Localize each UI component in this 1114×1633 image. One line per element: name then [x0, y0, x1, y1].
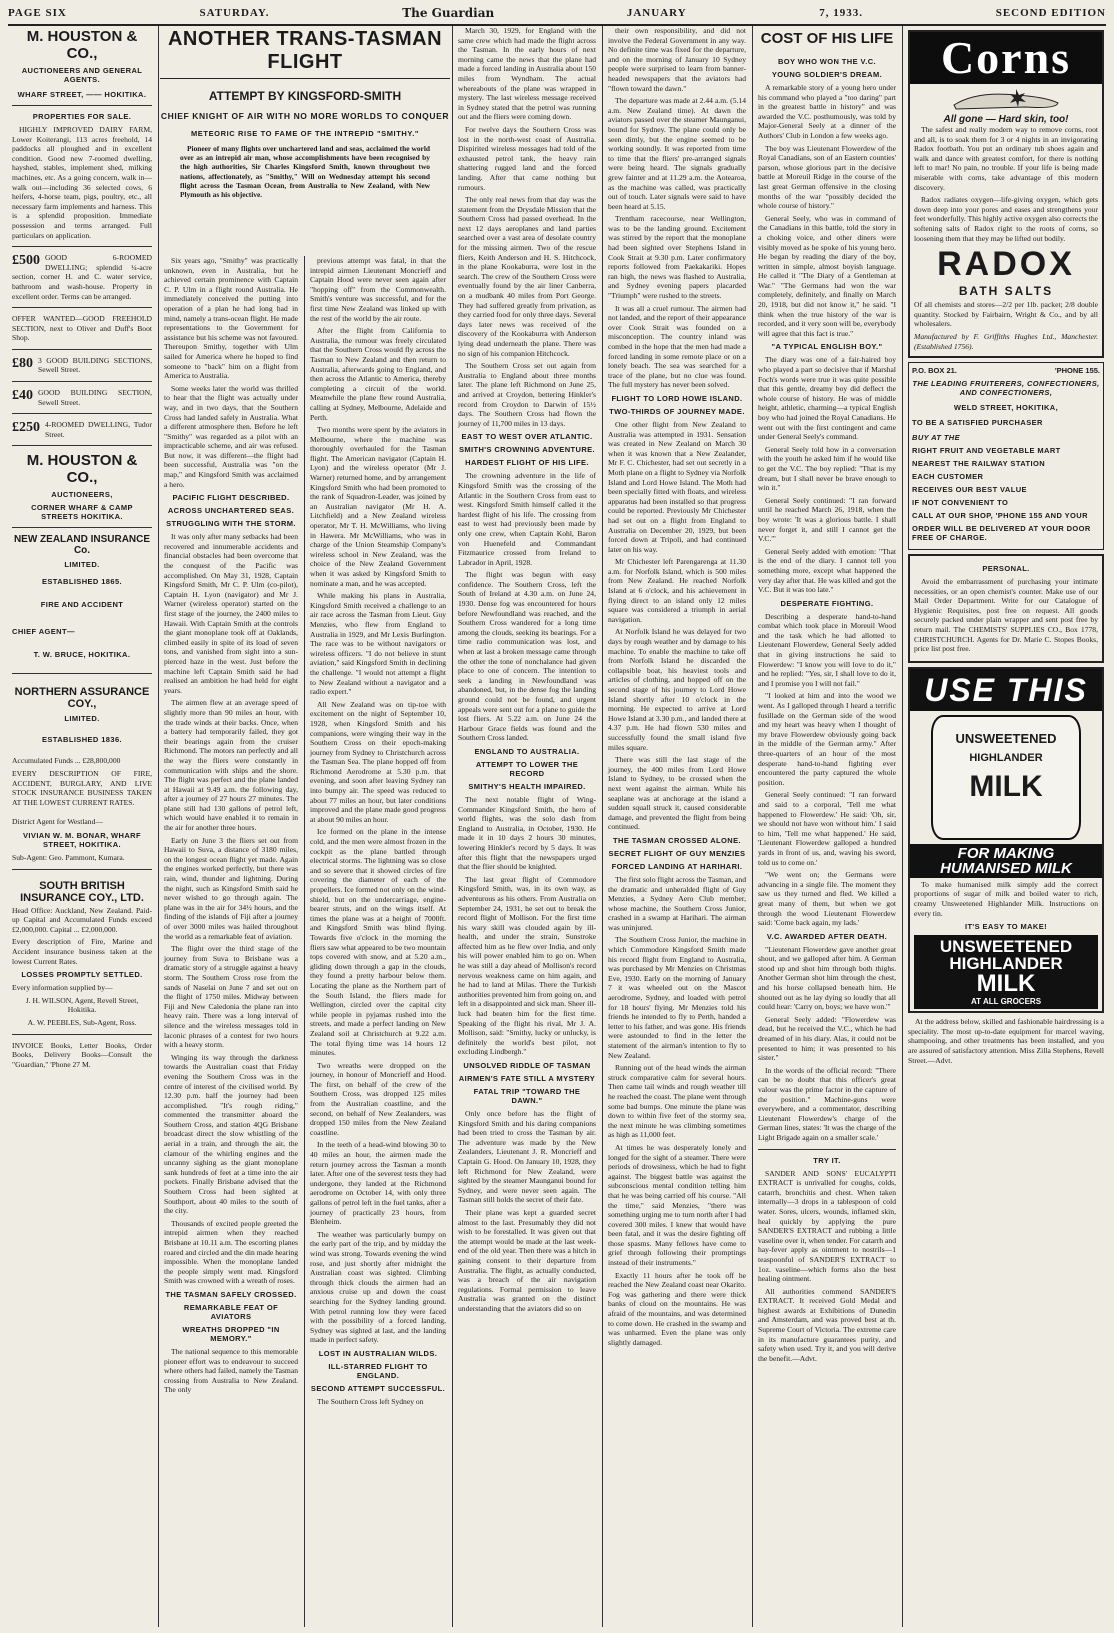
- column-ads-right: [904, 26, 1106, 1627]
- chief-agent-label: CHIEF AGENT—: [12, 627, 75, 637]
- story-para-27: The last great flight of Commodore Kingsford Smith, was, in its own way, as adventurous as his others. From Australia on September 24, 1931, he set out to break the record flight of Mollison. For the first time his wary skill was clouded again by ill-health, and under the strain, Sunstroke affected him as he flew over India, and only his will power enabled him to go on. When he was still a day ahead of Mollison's record nervous weakness came on him again, and he had to land at Milas. There the Turkish authorities prevented him from going on, and left in a disappointed and sick man. Sheer ill-luck had beaten him for the first time. Speaking of the flight his rival, Mr J. A. Mollison, said: "Smithy, lucky or unlucky, is definitely the world's best pilot, not excluding Lindbergh.": [458, 874, 596, 1057]
- northern-established: ESTABLISHED 1836.: [41, 735, 123, 745]
- column-main-3: [454, 26, 600, 1627]
- sanders-para-1: SANDER AND SONS' EUCALYPTI EXTRACT is unrivalled for coughs, colds, catarrh, bronchitis and chest. When taken internally—3 drops in a tablespoon of cold water. Sores, ulcers, wounds, inflamed skin, heal quickly by applying the pure SANDER'S EXTRACT and rubbing a little vaseline over it, when tender. For catarrh and hay-fever apply as ointment to nostrils—1 teaspoonful of SANDER'S EXTRACT to 1oz. vaseline—which forms also the best healing ointment.: [758, 1168, 896, 1284]
- right-fruit: RIGHT FRUIT AND VEGETABLE MART: [912, 446, 1061, 456]
- vc-para-14: In the words of the official record: "There can be no doubt that this officer's great valour was the prime factor in the capture of the position." Machine-guns were everywhere, and a commentator, describing Lieutenant Flowerdew's charge of the German lines, states: 'It was the charge of the Light Brigade again on a smaller scale.': [758, 1065, 896, 1142]
- second-attempt-heading: SECOND ATTEMPT SUCCESSFUL.: [310, 1383, 446, 1393]
- wreaths-heading: WREATHS DROPPED "IN MEMORY.": [182, 1324, 280, 1343]
- phone-number: 'PHONE 155.: [1054, 366, 1100, 376]
- story-para-16: Two wreaths were dropped on the journey, in honour of Moncrieff and Hood. The first, on behalf of the crew of the Southern Cross, was dropped 125 miles from the Australian coastline, and the second, on behalf of New Zealanders, was dropped 150 miles from the New Zealand coastline.: [310, 1060, 446, 1137]
- story-para-15: Ice formed on the plane in the intense cold, and the men were almost frozen in the cockpit as the plane battled through electrical storms. The lightning was so close and so severe that it showed circles of fire covering the diameter of each of the propellers. Ice formed not only on the wind-shield, but on the undercarriage, engine-bearer struts, and on the wings itself. At times the plane was at a height of 7000ft. and Kingsford Smith was blind flying. Towards five o'clock in the morning the fliers saw what appeared to be two mountain tops covered with snow, and at 5.20 a.m., gliding down through a gap in the clouds, they found a pretty harbour below them. Locating the plane as the Northern part of the South Island, the fliers made for Wellington, circled over the capital city while people in pyjamas rushed into the streets, and made a perfect landing on New Zealand soil at Christchurch at 9.22 a.m. The total flying time was 14 hours 12 minutes.: [310, 827, 447, 1058]
- bonar-name: VIVIAN W. M. BONAR, WHARF STREET, HOKITIKA.: [23, 831, 141, 849]
- bruce-name: T. W. BRUCE, HOKITIKA.: [33, 650, 131, 660]
- firm-name: M. HOUSTON & CO.,: [26, 28, 138, 62]
- story-para-34: One other flight from New Zealand to Australia was attempted in 1931. Sensation was created in New Zealand on March 30 when it was known that a New Zealander, Mr F. C. Chichester, had set out secretly in a Moth plane on a flight to Sydney via Norfolk Island and Lord Howe Island. The Moth had been specially fitted with floats, and wireless apparatus had been installed so that progress could be reported. Previously Mr Chichester had set out on a flight from England to Australia on December 20, 1929, but been forced down at Tripoli, and had continued later on his way.: [608, 419, 746, 554]
- story-para-36: At Norfolk Island he was delayed for two days by rough weather and by damage to his machine. To enable the machine to take off from Norfolk Island he discarded the collapsible boat, his heaviest tools and articles of clothing, and hopped off on the second stage of his journey to Lord Howe Island shortly after 10 o'clock in the morning. He expected to arrive at Lord Howe Island at 3.30 p.m., and landed there at 4.37 p.m. He had flown 530 miles and successfully found the small island five miles square.: [608, 627, 746, 752]
- story-para-10: previous attempt was fatal, in that the intrepid airmen Lieutenant Moncrieff and Captain Hood were never seen again after "hopping off" from the Commonwealth. Smith's venture was successful, and for the first time New Zealand was linked up with the rest of the world by the air route.: [310, 256, 446, 323]
- peebles-agent: A. W. PEEBLES, Sub-Agent, Ross.: [27, 1017, 137, 1027]
- humanised-milk: HUMANISED MILK: [940, 859, 1072, 877]
- buy-at: BUY AT THE: [912, 433, 961, 443]
- south-british-heading: SOUTH BRITISH INSURANCE COY., LTD.: [20, 879, 144, 904]
- nzi-heading: NEW ZEALAND INSURANCE Co.: [13, 534, 151, 557]
- story-para-33: It was all a cruel rumour. The airmen had not landed, and the report of their appearance over Cook Strait was founded on a misconception. The country inland was combed in the hope that the men had made a forced landing in some remote place or on a lonely beach. The sea was searched for a trace of the plane, but no clue was found. The full mystery has never been solved.: [608, 303, 746, 390]
- personal-heading: PERSONAL.: [982, 564, 1030, 574]
- fruiterer-ad: [908, 362, 1104, 550]
- at-all-grocers: AT ALL GROCERS: [970, 997, 1042, 1007]
- story-para-31: The departure was made at 2.44 a.m. (5.14 a.m. New Zealand time). At dawn the aviators passed over the steamer Maunganui, bound for Sydney. The plane could only be seen dimly, but the engine seemed to be working soundly. It was reported from time to time that the fliers' pre-arranged signals were being heard. The signals gradually grew fainter and at 11.29 a.m. the Aotearoa, as the machine was called, was practically out of touch. Later signals were said to have been heard at 5.15.: [608, 96, 746, 211]
- lord-howe-heading: FLIGHT TO LORD HOWE ISLAND.: [611, 393, 743, 403]
- east-west-heading: EAST TO WEST OVER ATLANTIC.: [461, 432, 593, 442]
- if-not-convenient: IF NOT CONVENIENT TO: [912, 498, 1009, 508]
- story-para-1: Six years ago, "Smithy" was practically unknown, even in Australia, but he achieved certain prominence with Captain C. P. Ulm in a flight round Australia. He immediately conceived the putting into operation of a plan he had long had in mind, namely a trans-ocean flight. He made representations to the Government for assistance but his scheme was not favoured. Thereupon Smithy, together with Ulm sailed for America where he hoped to find someone to "back" him on a flight from America to Australia.: [164, 256, 298, 381]
- northern-limited: LIMITED.: [64, 714, 100, 724]
- radox-description: Radox radiates oxygen—life-giving oxygen, which gets down deep into your pores and eases and strengthens your feet wonderfully. This highly active oxygen also corrects the softening salts of Radox right to the roots of corns, so loosening them that they may be lifted out bodily.: [914, 195, 1098, 243]
- corns-tagline: All gone — Hard skin, too!: [943, 114, 1069, 125]
- header-date: 7, 1933.: [819, 7, 864, 19]
- secret-flight-heading: SECRET FLIGHT OF GUY MENZIES: [608, 848, 746, 858]
- corns-body: The safest and really modern way to remove corns, root and all, is to soak them for 3 or 4 nights in an invigorating Radox footbath. You put an ordinary tub shoes again and walk and dance with greatest comfort, for there is nothing left to mar! No pain, no trouble. If your life is being made miserable with corns, take advantage of this modern discovery.: [914, 125, 1098, 192]
- story-para-29: Their plane was kept a guarded secret almost to the last. Presumably they did not wish to be forestalled. It was given out that the attempt would be made at the last week-end of the old year. Then there was a hitch in gaining consent to their departure from Australia. The flight, as actually conducted, was a breach of the air navigation regulations. Formal permission to leave Australia was granted on the distinct understanding that the aviators did so on: [458, 1207, 596, 1313]
- story-para-12: Two months were spent by the aviators in Melbourne, where the machine was thoroughly overhauled for the Tasman flight. The American navigator (Captain H. Lyon) and the wireless operator (Mr J. Warner) returned home, and by arrangement Kingsford Smith who had been promoted to the rank of Squadron-Leader, was joined by an Australian navigator (Mr H. A. Litchfield) and a New Zealand wireless operator, Mr T. H. McWilliams, who living in Hawera. Mr McWilliams, who was in charge of the Union Steamship Company's wireless school in New Zealand, was the choice of the New Zealand Government when it was asked by Kingsford Smith to nominate a man, and he was accepted.: [310, 425, 446, 588]
- invoice-books-ad: INVOICE Books, Letter Books, Order Books, Delivery Books—Consult the "Guardian," 'Phone 27 M.: [12, 1040, 152, 1069]
- story-para-21: For twelve days the Southern Cross was lost in the north-west coast of Australia. Dispirited wireless messages had told of the exhausted petrol tank, the heavy rain shattering rugged land and the forced landing. After that came nothing but rumours.: [458, 124, 596, 192]
- health-heading: SMITHY'S HEALTH IMPAIRED.: [468, 781, 586, 791]
- story-para-41: At times he was desperately lonely and longed for the sight of a steamer. There were periods of drowsiness, which he had to fight against. The biggest battle was against the subconscious mental condition telling him that he was being carried off his course. "All the time," said Menzies, "there was something urging me to turn north after I had covered 300 miles. I knew that would have been fatal, and it was the desire fighting off those spasms. Many fellows have come to grief through following their promptings instead of their instruments.": [608, 1142, 746, 1268]
- receives-value: RECEIVES OUR BEST VALUE: [912, 485, 1027, 495]
- story-para-19: The Southern Cross left Sydney on: [317, 1396, 424, 1406]
- for-making: FOR MAKING: [957, 844, 1055, 862]
- main-headline: ANOTHER TRANS-TASMAN FLIGHT: [160, 28, 450, 79]
- story-para-18: The weather was particularly bumpy on the early part of the trip, and by midday the wind was strong. Towards evening the wind rose, and just shortly after midnight the Australian coast was sighted. Climbing through thick clouds the airmen had an anxious cruise up and down the coast searching for the Sydney landing ground. With petrol running low they were faced with the possibility of a forced landing, Sydney was sighted at last, and the landing made in perfect safety.: [310, 1229, 446, 1345]
- corns-title: Corns: [910, 32, 1102, 84]
- story-para-3: It was only after many setbacks had been recovered and innumerable accidents and financial obstacles had been overcome that the conquest of the Pacific was accomplished. On May 31, 1928, Captain Kingsford Smith, Mr C. P. Ulm (co-pilot), Captain H. Lyon (navigator) and Mr J. Warner (wireless operator) started on the first stage of the journey, the 2400 miles to Hawaii. With Captain Smith at the controls the giant monoplane took off at Oaklands, climbed easily in spite of its load of seven tons, and vanished from sight into a sun-pierced haze in the west. Just before the machine left Captain Smith said he had realised an ambition he had held for eight years.: [164, 532, 298, 695]
- crowning-heading: SMITH'S CROWNING ADVENTURE.: [458, 445, 596, 455]
- main-subheadline: ATTEMPT BY KINGSFORD-SMITH: [208, 89, 402, 103]
- vc-para-4: The diary was one of a fair-haired boy who played a part so decisive that if Marshal Foch's words were true it was quite possible that this gentle, dreamy boy did deflect the whole course of history. He was of middle height, athletic, charming—a typical English boy who had joined the Royal Canadians. He went out with the first contingent and came under General Seely's command.: [758, 355, 896, 442]
- milk-can-illustration: [931, 715, 1081, 840]
- south-british-office: Head Office: Auckland, New Zealand. Paid-up Capital and Accumulated Funds exceed £2,000,000. Capital ... £2,000,000.: [12, 905, 152, 934]
- satisfied-purchaser: TO BE A SATISFIED PURCHASER: [912, 418, 1043, 428]
- edition-label: SECOND EDITION: [995, 7, 1106, 19]
- columns: [8, 26, 1106, 1627]
- tasman-alone-heading: THE TASMAN CROSSED ALONE.: [613, 835, 741, 845]
- story-para-11: After the flight from California to Australia, the rumour was freely circulated that the Southern Cross would fly across the Tasman to New Zealand and then return to Australia, afterwards going to England, and then across the Atlantic to America, thereby completing a circuit of the world. Meanwhile the plane flew round Australia, calling at Sydney, Melbourne, Adelaide and Perth.: [310, 326, 446, 422]
- story-para-2: Some weeks later the world was thrilled to hear that the flight was actually under way, and in two days, that the Southern Cross had landed safely in Australia. What a different atmosphere then. Before he left "Smithy" was regarded as a pilot with an impracticable scheme, and air was refused. But now, it was different—the flight had been successful, Australia was "on the map," and Kingsford Smith was acclaimed a hero.: [164, 383, 298, 489]
- foot-illustration: [910, 84, 1102, 112]
- story-para-38: The first solo flight across the Tasman, and the dramatic and unheralded flight of Guy Menzies, a Sydney Aero Club member, whose machine, the Southern Cross Junior, crashed in a swamp at Harihari. The airman was uninjured.: [608, 874, 746, 932]
- highlander-label: HIGHLANDER: [949, 954, 1063, 974]
- info-supplied: Every information supplied by—: [12, 983, 113, 993]
- masthead-title: The Guardian: [402, 6, 495, 20]
- story-para-7: Winging its way through the darkness towards the Australian coast that Friday evening the Southern Cross was in the centre of interest of the civilised world. By 12.30 p.m. half the journey had been accomplished. "It's rough riding," commented the transmitter aboard the Southern Cross, and station 4QG Brisbane broadcast direct the slow whistling of the aerial in a train, and through the air, the clamour of the whirling engines and the uncanny sighing as the giant monoplane sank hundreds of feet at a time into the air pockets. Finally Brisbane advised that the Southern Cross had been sighted at Southport, about 40 miles to the south of the city.: [164, 1052, 298, 1216]
- page-header: [8, 4, 1106, 26]
- story-para-35: Mr Chichester left Parengarenga at 11.30 a.m. for Norfolk Island, which is 500 miles from New Zealand. He reached Norfolk Island at 6 o'clock, and his achievement in flying direct to an island only 12 miles square was considered a triumph in aerial navigation.: [608, 557, 746, 624]
- wilson-agent: J. H. WILSON, Agent, Revell Street, Hokitika.: [25, 995, 139, 1015]
- vc-para-7: General Seely added with emotion: "That is the end of the diary. I cannot tell you something more, except what happened the very day after that. He was killed and got the V.C. But it was too late.": [758, 546, 896, 595]
- desperate-heading: DESPERATE FIGHTING.: [780, 598, 874, 608]
- story-para-20: March 30, 1929, for England with the same crew which had made the flight across the Tasman. In the early hours of next morning came the news that the plane had made a forced landing in Australia about 150 miles from Wyndham. The actual whereabouts of the plane was wrapped in mystery. The last wireless message received in Sydney stated that the petrol was running out and the fliers were coming down.: [458, 26, 596, 122]
- losses-settled: LOSSES PROMPTLY SETTLED.: [21, 970, 143, 980]
- story-para-14: All New Zealand was on tip-toe with excitement on the night of September 10, 1928, when Kingsford Smith and his companions, were winging their way in the Southern Cross on their epoch-making journey from Sydney to Christchurch across the Tasman Sea. The plane hopped off from Richmond Aerodrome at 5.30 p.m. that evening, and soon after leaving Sydney ran into bumpy air. The speed was reduced to about 77 miles an hour, but later conditions improved and the plane made good progress at about 90 miles an hour.: [310, 699, 446, 824]
- properties-heading: PROPERTIES FOR SALE.: [32, 112, 132, 121]
- story-para-24: The crowning adventure in the life of Kingsford Smith was the crossing of the Atlantic in the Southern Cross from east to west. Kingsford Smith himself called it the hardest flight of his life. The crossing from east to west had previously been made by only one crew, when Captain Kohl, Baron von Huenefeld and Commandant Fitzmaurice crossed from Ireland to Labrador in April, 1928.: [458, 471, 596, 567]
- order-delivered: ORDER WILL BE DELIVERED AT YOUR DOOR FREE OF CHARGE.: [912, 524, 1091, 543]
- milk-instructions: To make humanised milk simply add the correct proportions of sugar of milk and boiled water to rich, creamy Unsweetened Highlander Milk. Instructions on every tin.: [914, 879, 1098, 918]
- story-para-4: The airmen flew at an average speed of slightly more than 90 miles an hour, with the trade winds at their backs. Once, when a battery had temporarily failed, they got their bearings again from the cruiser Richmond. The motors ran perfectly and all the way the fliers were constantly in communication with ships and the shore. The flight was perfect and the plane landed at Hawaii at 9.49 a.m. the following day, after a journey of 27 hours 27 minutes. The plane still had 130 gallons of petrol left, which would have enabled it to remain in the air for another three hours.: [164, 698, 298, 833]
- story-para-37: There was still the last stage of the journey, the 400 miles from Lord Howe Island to Sydney, to be crossed when the next went against the airman. While his seaplane was at anchorage at the island a sudden squall struck it, caused considerable damage, and prevented the flight from being continued.: [608, 755, 746, 832]
- main-lead: Pioneer of many flights over unchartered land and seas, acclaimed the world over as an intrepid air man, whose accomplishments have been recognised by the high authorities, Sir Charles Kingsford Smith, known throughout two nations, affectionately, as "Smithy," Will on Wednesday attempt his second flight across the Tasman Ocean, from Australia to New Zealand, with New Plymouth as his objective.: [180, 144, 430, 200]
- northern-description: EVERY DESCRIPTION OF FIRE, ACCIDENT, BURGLARY, AND LIVE STOCK INSURANCE BUSINESS TAKEN AT THE LOWEST CURRENT RATES.: [12, 769, 152, 807]
- nzi-limited: LIMITED.: [64, 560, 100, 570]
- firm2-subtitle: AUCTIONEERS,: [51, 490, 113, 500]
- vc-para-5: General Seely told how in a conversation with the youth he asked him if he would like to get the V.C. The boy replied: "That is my dream, but I shall never be brave enough to win it.": [758, 444, 896, 493]
- northern-heading: NORTHERN ASSURANCE COY.,: [14, 686, 150, 711]
- firm-name-2: M. HOUSTON & CO.,: [26, 452, 138, 487]
- funds-line: Accumulated Funds ... £28,800,000: [12, 756, 121, 766]
- district-agent-label: District Agent for Westland—: [12, 817, 103, 827]
- story-para-17: In the teeth of a head-wind blowing 30 to 40 miles an hour, the airmen made the return journey across the Tasman a month later. After one of the severest tests they had undergone, they landed at the Richmond aerodrome on October 14, with only three gallons of petrol left in the fuel tanks, after a journey of practically 23 hours, from Blenheim.: [310, 1140, 446, 1227]
- pacific-heading: PACIFIC FLIGHT DESCRIBED.: [172, 493, 290, 503]
- struggling-heading: STRUGGLING WITH THE STORM.: [166, 519, 296, 529]
- vc-para-11: "We went on; the Germans were advancing in a single file. The moment they saw us they turned and fled. We killed a great many of them, but when we got through the wood Lieutenant Flowerdew said: 'Come back again, my lads.': [758, 870, 896, 928]
- ad-40: £40 GOOD BUILDING SECTION, Sewell Street.: [12, 388, 152, 407]
- main-subheadline-3: METEORIC RISE TO FAME OF THE INTREPID "SMITHY.": [190, 129, 420, 138]
- vc-para-12: "Lieutenant Flowerdew gave another great shout, and we galloped after him. A German stood up and shot him through both thighs. Another German shot him through the chest, and his horse collapsed beneath him. He shouted out as he lay dying so loudly that all could hear: 'Carry on, boys; we have won.'": [758, 944, 896, 1012]
- header-month: JANUARY: [626, 7, 687, 19]
- vc-para-1: A remarkable story of a young hero under his command who played a "too daring" part in the greatest battle in history" and was awarded the V.C. posthumously, was told by Major-General Seely at a dinner of the Authors' Club in London a few weeks ago.: [758, 83, 896, 140]
- story-para-5: Early on June 3 the fliers set out from Hawaii to Suva, a distance of 3180 miles, on the longest ocean flight yet made. Again the engines worked perfectly, but there was rain, wind, thunder and lightning. During the night, such as Kingsford Smith said he never wished to go through again. The plane was in the air for 34½ hours, and the finding of the islands of Fiji after a journey of over 3000 miles was hailed throughout the world as a remarkable feat of aviation.: [164, 835, 298, 941]
- radox-manufacturer: Manufactured by F. Griffiths Hughes Ltd., Manchester. (Established 1756).: [914, 331, 1098, 351]
- tasman-crossed-heading: THE TASMAN SAFELY CROSSED.: [165, 1289, 297, 1299]
- story-para-40: Running out of the head winds the airman struck comparative calm for several hours. Then came tail winds and rough weather till he reached the coast. The plane went through some bad bumps. One minute the plane was down to within five feet of the stormy sea, the next minute he was climbing sometimes as high as 11,000 feet.: [608, 1063, 746, 1140]
- story-para-42: Exactly 11 hours after he took off he reached the New Zealand coast near Okarito. Fog was gathering and there were thick banks of cloud on the mountains. He was afraid of the mountains, and was determined to come down. He crashed in the swamp and was unharmed. Even the plane was only slightly damaged.: [608, 1270, 746, 1347]
- story-para-30: their own responsibility, and did not involve the Federal Government in any way. No definite time was fixed for the departure, and on the morning of January 10 Sydney people were surprised to learn from banner-headed newspapers that the aviators had "flown toward the dawn.": [608, 26, 746, 93]
- story-para-23: The Southern Cross set out again from Australia to England about three months later. The plane left Richmond on June 25, and arrived at Croydon, bettering Hinkler's record from Croydon to Darwin of 15½ days. The Southern Cross had flown the journey of 11,700 miles in 13 days.: [458, 361, 596, 428]
- personal-body: Avoid the embarrassment of purchasing your intimate necessities, or an open chemist's counter. Make use of our Mail Order Department. Write for our Catalogue of Hygienic Requisites, post free on request. All goods securely packed under plain wrapper and sent post free by return mail. The CHEMISTS' SUPPLIES CO., Box 1778, CHRISTCHURCH. Agents for Dr. Marie C. Stopes Books, price list post free.: [914, 577, 1098, 654]
- call-at-shop: CALL AT OUR SHOP, 'PHONE 155 AND YOUR: [912, 511, 1088, 521]
- vc-para-3: General Seely, who was in command of the Canadians in this battle, told the story in a choking voice, and other diners were visibly moved as he spoke of his young hero. He began by reading the diary of the boy, written in simple, almost boyish language. He called it "The Diary of a Gentleman at War." "The Germans had won the war completely, definitely, and finally on March 20, 1918, but did not know it," he said. "I think when the true history of the war is recorded, and it very soon will be, everybody will agree that this fact is true.": [758, 213, 896, 338]
- ad-500: £500 GOOD 6-ROOMED DWELLING; splendid ¼-acre section, corner H. and C. water service, bathroom and wash-house. Property in excellent order. Terms can be arranged.: [12, 253, 152, 301]
- unsolved-heading: UNSOLVED RIDDLE OF TASMAN: [463, 1061, 591, 1070]
- firm-address: WHARF STREET, —— HOKITIKA.: [17, 90, 147, 99]
- fatal-trip-heading: FATAL TRIP "TOWARD THE DAWN.": [473, 1087, 581, 1105]
- lost-heading: LOST IN AUSTRALIAN WILDS.: [318, 1348, 438, 1358]
- firm2-address: CORNER WHARF & CAMP STREETS HOKITIKA.: [31, 503, 133, 522]
- vc-awarded-heading: V.C. AWARDED AFTER DEATH.: [766, 931, 888, 941]
- use-this-banner: USE THIS: [910, 669, 1102, 711]
- story-para-6: The flight over the third stage of the journey from Suva to Brisbane was a dramatic story of a struggle against a heavy storm. The Southern Cross rose from the sands of Naselai on June 7 and set out on the flight of 1750 miles. Midway between Fiji and New Caledonia the plane ran into heavy rain. There was a long interval of silence and the wireless messages told in laconic phrases of a contest for two hours with a heavy storm.: [164, 944, 298, 1050]
- story-para-32: Trentham racecourse, near Wellington, was to be the landing ground. Excitement was stirred by the report that the monoplane had been sighted over Stephens Island in Cook Strait at 9.30 p.m. Later confirmatory reports followed from Paekakariki. Hopes ran high, the news was flashed to Australia, and Sydney evening papers placarded "Triumph" were rushed to the streets.: [608, 214, 746, 301]
- story-para-8: Thousands of excited people greeted the intrepid airmen when they reached Brisbane at 10.11 a.m. The escorting planes roared and circled and the din made hearing impossible. When the monoplane landed the people simply went mad. Kingsford Smith was crowned with a wreath of roses.: [164, 1218, 298, 1286]
- radox-brand: RADOX: [937, 245, 1075, 284]
- nzi-types: FIRE AND ACCIDENT: [40, 600, 124, 610]
- story-para-9: The national sequence to this memorable pioneer effort was to endeavour to succeed where others had failed, namely the Tasman crossing from Australia to New Zealand. The only: [164, 1346, 298, 1395]
- dairy-farm-ad: HIGHLY IMPROVED DAIRY FARM, Lower Koiterangi, 113 acres freehold, 14 paddocks all ploughed and in excellent condition. Good new 7-roomed dwelling, hayshed, stables, implement shed, milking machines, etc. As a going concern, walk in—walk out—including 36 selected cows, 6 heifers, 4-horse team, pigs, poultry, etc., all necessary farm implements and harness. This is a splendid proposition. Immediate possession and terms arranged. Full particulars on application.: [12, 125, 152, 240]
- column-main-2: [306, 256, 450, 1627]
- po-box: P.O. BOX 21.: [912, 366, 957, 376]
- column-vc-story: [754, 26, 900, 1627]
- leading-fruiterers: THE LEADING FRUITERERS, CONFECTIONERS, AND CONFECTIONERS,: [912, 379, 1100, 398]
- vc-para-2: The boy was Lieutenant Flowerdew of the Royal Canadians, son of an Eastern counties' parson, whose glorious part in the decisive battle at Moreuil Ridge in the course of the last great German offensive in the closing months of the war "possibly decided the whole course of history.": [758, 143, 896, 211]
- bath-salts: BATH SALTS: [958, 284, 1054, 299]
- can-label-top: UNSWEETENED: [955, 730, 1057, 746]
- column-main-1: [160, 256, 302, 1627]
- nearest-station: NEAREST THE RAILWAY STATION: [912, 459, 1046, 469]
- story-para-28: Only once before has the flight of Kingsford Smith and his daring companions had been tried to cross the Tasman by air. The adventure was made by the New Zealanders, Lieutenant J. R. Moncrieff and Captain G. Hood. On January 10, 1928, they left Richmond for New Zealand, were sighted by the steamer Maunganui bound for Sydney, and were never seen again. The Tasman still holds the secret of their fate.: [458, 1109, 596, 1205]
- vc-para-9: "I looked at him and into the wood we went. As I galloped through I heard a terrific fusillade on the German side of the wood and my heart was heavy when I thought of my brave Flowerdew obviously going back in the middle of the German army." After three-quarters of an hour of the most desperate hand-to-hand fighting ever encountered the party captured the whole position.: [758, 691, 896, 787]
- column-main-4: [604, 26, 750, 1627]
- story-para-13: While making his plans in Australia, Kingsford Smith received a challenge to an air race across the Tasman from Lieut. Guy Menzies, who flew from England to Australia in 1929, and Mr Lexis Burlington. The race was to be without navigators or wireless officers. "I do not believe in stunt aviation," said Kingsford Smith in declining the challenge. "I would not attempt a flight to New Zealand without a navigator and a radio expert.": [310, 591, 446, 697]
- main-subheadline-2: CHIEF KNIGHT OF AIR WITH NO MORE WORLDS TO CONQUER: [160, 111, 450, 121]
- offer-wanted-ad: OFFER WANTED—GOOD FREEHOLD SECTION, next to Oliver and Duff's Boot Shop.: [12, 314, 152, 343]
- sub-agent-line: Sub-Agent: Geo. Pammont, Kumara.: [12, 853, 125, 862]
- vc-subheadline-2: YOUNG SOLDIER'S DREAM.: [771, 70, 883, 79]
- vc-para-8: Describing a desperate hand-to-hand combat which took place in Moreuil Wood and the task which he had allotted to Lieutenant Flowerdew, General Seely added that in giving instructions he said to Flowerdew: "I know you will love to do it," and he replied: "Yes, sir, I shall love to do it, and I promise you I will not fail.": [758, 611, 896, 688]
- story-para-25: The flight was begun with easy confidence. The Southern Cross, left the South of Ireland at 4.30 a.m. on June 24, 1930. Dense fog was encountered for hours before Newfoundland was reached, and the Southern Cross wandered for a long time among the clouds, seeking its bearings. For a time radio communication was lost, and when at last a broken message came through the other the tone of nonchalance had given place to one of concern. The intention to seek a landing in Newfoundland was abandoned, but, in the dense fog the landing ground could not be found, and urgent appeals were sent out for a plane to guide the lost fliers. At 5.22 a.m. on June 24 the Harbour Grace fields was found and the Southern Cross landed.: [458, 570, 596, 743]
- remarkable-heading: REMARKABLE FEAT OF AVIATORS: [183, 1302, 279, 1321]
- each-customer: EACH CUSTOMER: [912, 472, 984, 482]
- hardest-heading: HARDEST FLIGHT OF HIS LIFE.: [465, 458, 589, 468]
- fate-heading: AIRMEN'S FATE STILL A MYSTERY: [458, 1074, 596, 1083]
- corns-ad: [908, 30, 1104, 358]
- weld-street: WELD STREET, HOKITIKA,: [953, 403, 1059, 413]
- sanders-para-2: All authorities commend SANDER'S EXTRACT. It received Gold Medal and highest awards at Exhibitions of Dunedin and Amsterdam, and was proved best at th. Supreme Court of Victoria. The extreme care in its manufacture guarantees purity, and safety when used. Try it, and you will derive the benefit.—Advt.: [758, 1286, 896, 1363]
- vc-headline: COST OF HIS LIFE: [760, 30, 894, 47]
- header-day: SATURDAY.: [199, 7, 270, 19]
- can-label-middle: HIGHLANDER: [969, 751, 1043, 764]
- england-australia-heading: ENGLAND TO AUSTRALIA.: [474, 746, 580, 756]
- across-heading: ACROSS UNCHARTERED SEAS.: [167, 506, 295, 516]
- try-it-heading: TRY IT.: [813, 1155, 841, 1165]
- story-para-26: The next notable flight of Wing-Commander Kingsford Smith, the hero of world flights, was the solo dash from England to Australia, in October, 1930. He made it in 10 days 2 hours 30 minutes, lowering Hinkler's record by 5 days. It was after this flight that the newspapers urged that the flier should be knighted.: [458, 794, 596, 872]
- unsweetened-label: UNSWEETENED: [939, 937, 1073, 957]
- vc-subheadline: BOY WHO WON THE V.C.: [777, 57, 876, 66]
- can-label-bottom: MILK: [969, 769, 1043, 803]
- two-thirds-heading: TWO-THIRDS OF JOURNEY MADE.: [609, 406, 745, 416]
- vc-para-10: General Seely continued: "I ran forward and said to a corporal, 'Tell me what happened to Flowerdew.' He said: 'Oh, sir, we should not have won without him.' I said to him, 'Tell me what happened.' He said, 'Lieutenant Flowerdew galloped a hundred yards in front of us, and, waving his sword, told us to come on.': [758, 790, 896, 867]
- easy-to-make: IT'S EASY TO MAKE!: [964, 922, 1048, 932]
- vc-para-13: General Seely added: "Flowerdew was dead, but he received the V.C., which he had dreamed of in his diary. Alas, it could not be presented to him; it was presented to his sister.": [758, 1014, 896, 1063]
- lower-record-heading: ATTEMPT TO LOWER THE RECORD: [475, 759, 579, 778]
- milk-label: MILK: [976, 970, 1036, 998]
- page-number: PAGE SIX: [8, 7, 67, 19]
- south-british-desc: Every description of Fire, Marine and Accident insurance business taken at the lowest Current Rates.: [12, 937, 152, 966]
- personal-ad: [908, 554, 1104, 663]
- firm-subtitle: AUCTIONEERS AND GENERAL AGENTS.: [21, 66, 143, 84]
- story-para-22: The only real news from that day was the statement from the Drysdale Mission that the Southern Cross had passed overhead. In the next 12 days aeroplanes and land parties searched over a vast area of desolate country for the missing airmen. Two of the rescue fliers, Keith Anderson and H. S. Hitchcock, in the plane Kookaburra, were lost in the search. The crew of the Southern Cross were eventually found by the air liner Canberra, on a mudbank 40 miles from Port George. They had suffered greatly from privation, as they carried food for only three days. Several days later news was received of the discovery of the Kookaburra with Anderson lying dead underneath the plane. There was no sign of his companion Hitchcock.: [458, 195, 596, 358]
- hairdressing-ad: At the address below, skilled and fashionable hairdressing is a speciality. The most up-to-date equipment for marcel waving, shampooing, and other treatments has been installed, and you are assured of satisfactory attention. Miss Zilla Stephens, Revell Street.—Advt.: [908, 1017, 1104, 1065]
- typical-boy-heading: "A TYPICAL ENGLISH BOY.": [771, 342, 883, 352]
- ad-250: £250 4-ROOMED DWELLING, Tudor Street.: [12, 420, 152, 439]
- vc-para-6: General Seely continued: "I ran forward until he reached March 26, 1918, when the boy wrote: 'It was a glorious battle. I shall never forget it, and still I cannot get the V.C.'": [758, 495, 896, 544]
- column-ads-left: [8, 26, 156, 1627]
- highlander-milk-ad: [908, 667, 1104, 1013]
- illstarred-heading: ILL-STARRED FLIGHT TO ENGLAND.: [328, 1361, 428, 1380]
- radox-stockists: Of all chemists and stores—2/2 per 1lb. packet; 2/8 double quantity. Stocked by Fairbairn, Wright & Co., and by all wholesalers.: [914, 300, 1098, 329]
- story-para-39: The Southern Cross Junior, the machine in which Commodore Kingsford Smith made his record flight from England to Australia, was purchased by Mr Menzies on Christmas Eve, 1930. Early on the morning of January 7 it was wheeled out on the Mascot aerodrome, Sydney, and loaded with petrol for 18 hours' flying. Mr Menzies told his friends he intended to fly to Perth, handed a letter to his father, and was gone. His friends were astounded to find in the letter the statement of the airman's intention to fly to New Zealand.: [608, 935, 746, 1060]
- forced-landing-heading: FORCED LANDING AT HARIHARI.: [611, 861, 743, 871]
- nzi-established: ESTABLISHED 1865.: [41, 577, 123, 587]
- ad-80: £80 3 GOOD BUILDING SECTIONS, Sewell Street.: [12, 355, 152, 375]
